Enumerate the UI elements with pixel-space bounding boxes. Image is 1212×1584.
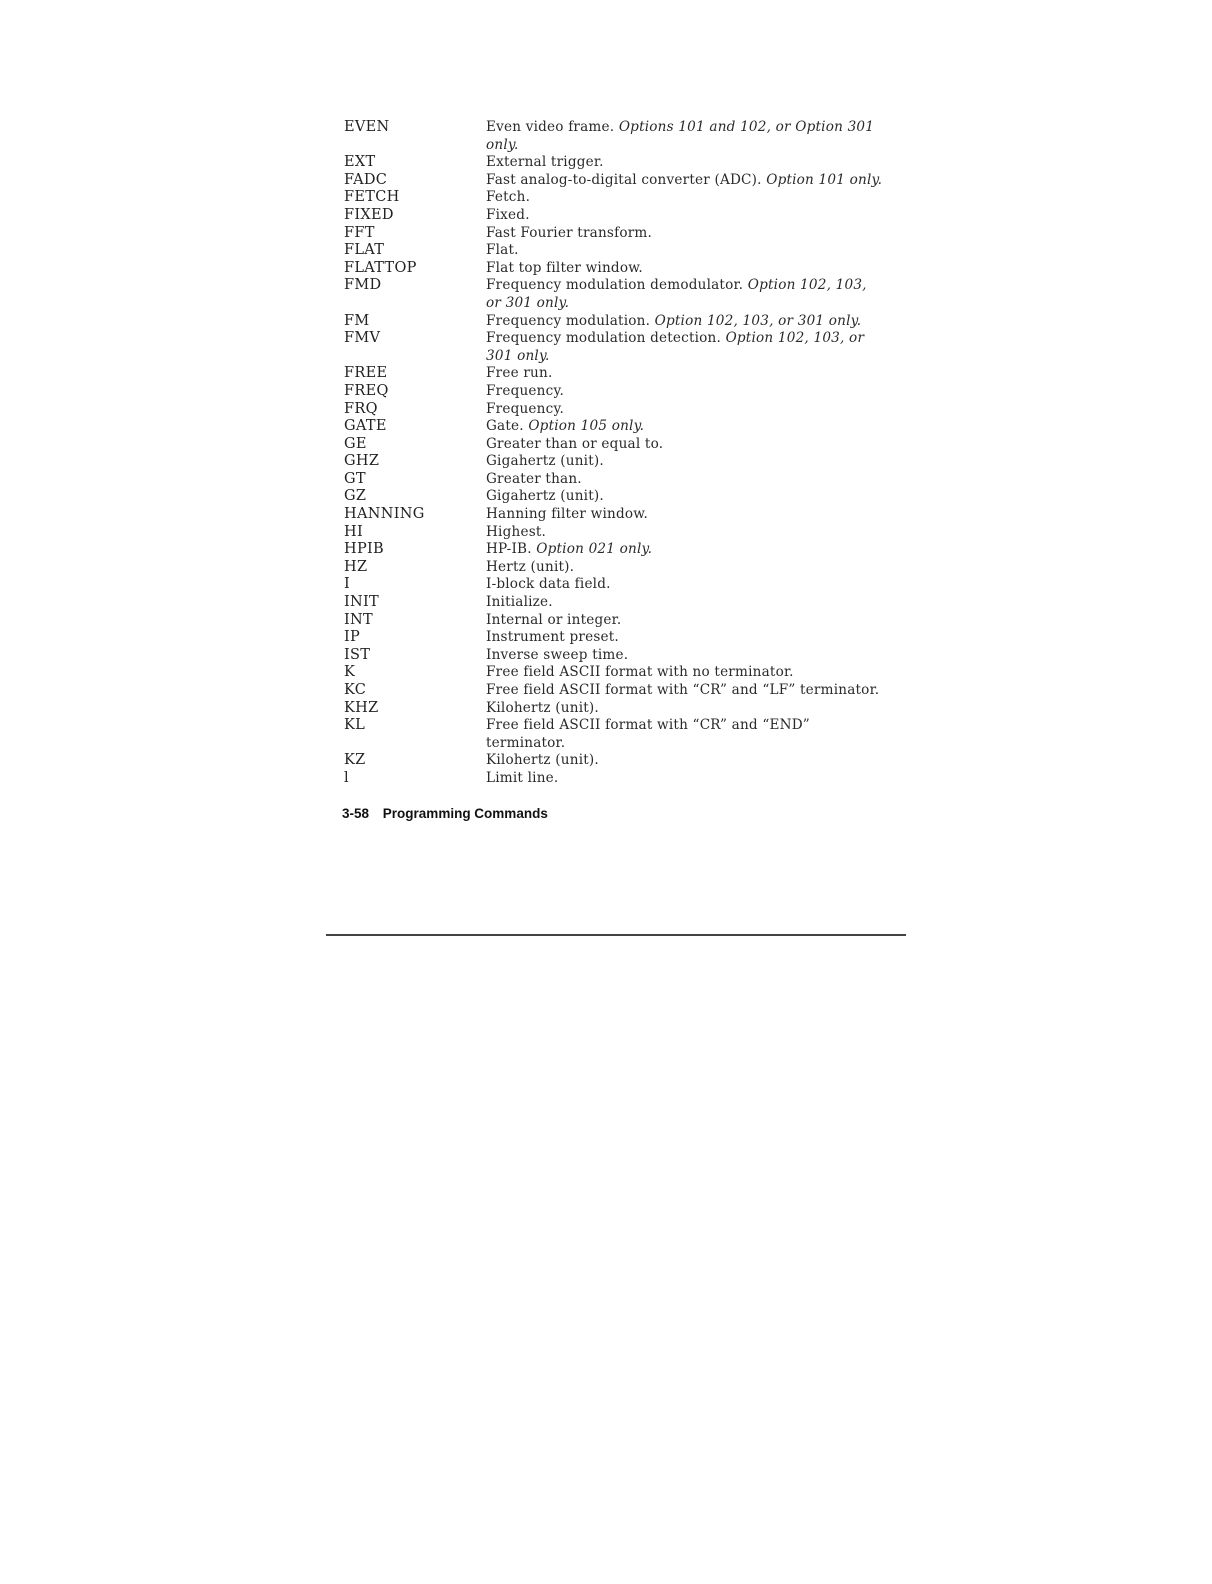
command-description [486,752,884,770]
command-description [486,559,884,577]
glossary-entry [344,172,884,190]
command-description [486,629,884,647]
option-note: Option 102, 103, or 301 only. [654,312,862,329]
command-description [486,207,884,225]
command-description [486,418,884,436]
description-text: Initialize. [486,594,553,611]
description-text: Kilohertz (unit). [486,699,599,716]
command-description [486,225,884,243]
glossary-entry [344,524,884,542]
command-mnemonic: FMD [344,277,382,294]
description-text: Fast analog-to-digital converter (ADC). [486,171,767,188]
command-description [486,119,884,154]
command-mnemonic: FIXED [344,206,394,223]
description-text: Free field ASCII format with “CR” and “LF” terminator. [486,682,880,698]
description-text: Fixed. [486,206,530,223]
page-footer [342,806,548,821]
command-description [486,647,884,665]
glossary-entry [344,770,884,788]
command-glossary-list [344,119,884,788]
description-text: I-block data field. [486,576,611,593]
command-mnemonic: KZ [344,752,366,769]
description-text: Free field ASCII format with “CR” and “END” terminator. [486,717,810,751]
description-text: Gigahertz (unit). [486,453,604,470]
description-text: Gigahertz (unit). [486,488,604,505]
glossary-entry [344,313,884,331]
section-title: Programming Commands [382,806,548,821]
description-text: Gate. [486,418,529,435]
glossary-entry [344,488,884,506]
glossary-entry [344,612,884,630]
command-mnemonic: FM [344,312,370,329]
glossary-entry [344,418,884,436]
command-description [486,524,884,542]
command-description [486,189,884,207]
description-text: Frequency. [486,400,565,417]
command-description [486,436,884,454]
command-mnemonic: l [344,769,349,786]
page-number: 3-58 [342,806,370,821]
command-description [486,700,884,718]
command-description [486,313,884,331]
command-description [486,664,884,682]
command-mnemonic: GHZ [344,453,380,470]
description-text: Greater than. [486,470,582,487]
description-text: Greater than or equal to. [486,435,664,452]
glossary-entry [344,541,884,559]
glossary-entry [344,277,884,312]
command-description [486,365,884,383]
glossary-entry [344,506,884,524]
glossary-entry [344,383,884,401]
glossary-entry [344,471,884,489]
description-text: Limit line. [486,769,559,786]
command-mnemonic: GE [344,435,367,452]
description-text: HP-IB. [486,541,537,558]
command-mnemonic: FLAT [344,242,385,259]
glossary-entry [344,242,884,260]
command-description [486,682,884,700]
command-description [486,453,884,471]
command-mnemonic: GZ [344,488,367,505]
glossary-entry [344,119,884,154]
option-note: Option 102, 103, or 301 only. [486,277,867,311]
description-text: Flat top filter window. [486,259,643,276]
command-mnemonic: FRQ [344,400,378,417]
command-description [486,594,884,612]
glossary-entry [344,647,884,665]
command-mnemonic: HANNING [344,506,425,523]
option-note: Option 102, 103, or 301 only. [486,330,865,364]
command-description [486,488,884,506]
glossary-entry [344,260,884,278]
command-mnemonic: KL [344,717,366,734]
command-mnemonic: KHZ [344,699,379,716]
command-description [486,541,884,559]
description-text: Frequency modulation demodulator. [486,277,748,294]
command-mnemonic: IST [344,646,371,663]
command-mnemonic: HI [344,523,363,540]
command-description [486,612,884,630]
command-mnemonic: GATE [344,418,387,435]
command-description [486,242,884,260]
description-text: Hertz (unit). [486,558,575,575]
command-description [486,506,884,524]
command-mnemonic: HZ [344,558,368,575]
description-text: Hanning filter window. [486,506,649,523]
glossary-entry [344,330,884,365]
command-description [486,330,884,365]
command-mnemonic: FREE [344,365,388,382]
command-mnemonic: K [344,664,356,681]
command-mnemonic: FREQ [344,382,389,399]
glossary-entry [344,207,884,225]
description-text: Even video frame. [486,119,619,135]
glossary-entry [344,453,884,471]
option-note: Options 101 and 102, or Option 301 only. [486,119,875,153]
glossary-entry [344,436,884,454]
command-mnemonic: IP [344,629,361,646]
command-description [486,770,884,788]
option-note: Option 105 only. [528,418,645,435]
description-text: Kilohertz (unit). [486,752,599,769]
description-text: Instrument preset. [486,629,619,646]
command-description [486,383,884,401]
glossary-entry [344,717,884,752]
glossary-entry [344,594,884,612]
horizontal-rule [326,934,906,936]
command-description [486,260,884,278]
command-description [486,154,884,172]
command-mnemonic: INT [344,611,373,628]
description-text: Inverse sweep time. [486,646,629,663]
command-mnemonic: I [344,576,351,593]
glossary-entry [344,629,884,647]
description-text: Fast Fourier transform. [486,224,653,241]
glossary-entry [344,189,884,207]
description-text: Flat. [486,242,519,259]
command-mnemonic: EVEN [344,119,390,135]
command-mnemonic: HPIB [344,541,384,558]
command-mnemonic: GT [344,470,366,487]
command-mnemonic: FFT [344,224,375,241]
glossary-entry [344,576,884,594]
command-mnemonic: FLATTOP [344,259,417,276]
command-mnemonic: FADC [344,171,388,188]
command-description [486,401,884,419]
command-mnemonic: INIT [344,594,380,611]
description-text: Fetch. [486,189,531,206]
description-text: Frequency modulation. [486,312,655,329]
command-description [486,576,884,594]
command-description [486,717,884,752]
command-description [486,471,884,489]
command-description [486,277,884,312]
description-text: External trigger. [486,154,604,171]
glossary-entry [344,154,884,172]
glossary-entry [344,752,884,770]
command-description [486,172,884,190]
description-text: Internal or integer. [486,611,622,628]
glossary-entry [344,559,884,577]
option-note: Option 021 only. [536,541,653,558]
glossary-entry [344,225,884,243]
glossary-entry [344,401,884,419]
command-mnemonic: KC [344,682,367,698]
command-mnemonic: FETCH [344,189,400,206]
glossary-entry [344,700,884,718]
glossary-entry [344,664,884,682]
glossary-entry [344,682,884,700]
command-mnemonic: EXT [344,154,376,171]
description-text: Free run. [486,365,553,382]
description-text: Frequency. [486,382,565,399]
description-text: Highest. [486,523,547,540]
command-mnemonic: FMV [344,330,381,347]
description-text: Frequency modulation detection. [486,330,726,347]
option-note: Option 101 only. [766,171,883,188]
description-text: Free field ASCII format with no terminator. [486,664,794,681]
glossary-entry [344,365,884,383]
